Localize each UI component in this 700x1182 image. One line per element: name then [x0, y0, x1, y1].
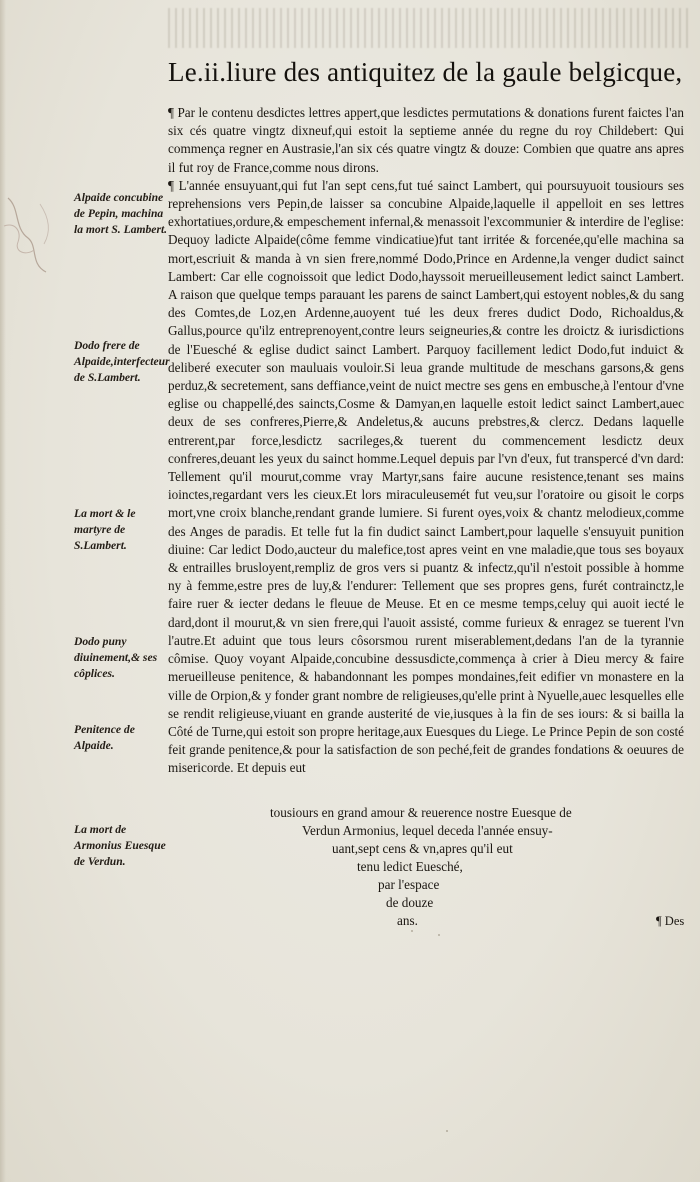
ink-speck — [446, 1130, 448, 1132]
ink-speck — [411, 930, 413, 932]
margin-note-martyre: La mort & le martyre de S.Lambert. — [74, 507, 136, 552]
tail-line: tenu ledict Euesché, — [357, 859, 463, 874]
margin-note-dodo-puny: Dodo puny diuinement,& ses côplices. — [74, 635, 158, 680]
tail-line: tousiours en grand amour & reuerence nostre Euesque de — [270, 805, 572, 820]
paragraph-lambert: ¶ L'année ensuyuant,qui fut l'an sept cens,fut tué sainct Lambert, qui poursuyuoit tousiours ses reprehensions vers Pepin,de laisser sa concubine Alpaide,laquelle il appelloit en ses lettres exhortatiues,ordure,& empeschement infernal,& menassoit l'excommunier & interdire de l'eglise: Dequoy ladicte Alpaide(côme femme vindicatiue)fut tant irritée & forcenée,qu'elle machina sa mort,escriuit & manda à vn sien frere,nommé Dodo,Prince en Ardenne,la venger dudict sainct Lambert: Car elle cognoissoit que ledict Dodo,hayssoit merueilleusement ledict sainct Lambert. A raison que quelque temps parauant les parens de sainct Lambert,qui estoyent nobles,& du sang des Comtes,de Loz,en Ardenne,auoyent tué les deux freres dudict Dodo, Richoaldus,& Gallus,pource qu'ilz entreprenoyent,contre leurs seigneuries,& contre les droictz & iurisdictions de l'Euesché & eglise dudict sainct Lambert. Parquoy facillement ledict Dodo,fut induict & deliberé executer son mauluais vouloir.Si leua grande multitude de meschans garsons,& gens perduz,& secretement, sans deffiance,veint de nuict mectre ses gens en embusche,à l'entour d'vne eglise ou chappellé,des saincts,Cosme & Damyan,en laquelle estoit ledict sainct Lambert,auec deux de ses confreres,Pierre,& Andeletus,& aucuns prebstres,& clercz. Dedans laquelle entrerent,par force,lesdictz sacrileges,& tuerent du commencement lesdictz deux confreres,deuant les yeux du sainct homme.Lequel depuis par l'vn d'eux, fut transpercé d'vn dard: Tellement qu'il mourut,comme vray Martyr,sans faire aucune resistence,tenant ses mains ioinctes,regardant vers les cieux.Et lors miraculeusemét fut veu,sur l'oratoire ou gisoit le corps mort,vne croix blanche,rendant grande lumiere. Si furent oyes,voix & chantz melodieux,comme des Anges de paradis. Et telle fut la fin dudict sainct Lambert,pour laquelle s'ensuyuit punition diuine: Car ledict Dodo,aucteur du malefice,tost apres veint en vne maladie,que tous ses boyaux & entrailles brusloyent,rempliz de gros vers si puantz & infectz,qu'il n'estoit possible à homme ny à femme,estre pres de luy,& l'endurer: Tellement que ses propres gens, furét contrainctz,le faire ruer & iecter dedans le fleuue de Meuse. Et en ce mesme temps,celuy qui auoit iecté le dard,dont il mourut,& vn sien frere,qui l'auoit assisté, comme furieux & enragez se tuerent l'vn l'autre.Et aduint que tous leurs côsorsmou rurent miserablement,dedans l'an de la tyrannie cômise. Quoy voyant Alpaide,concubine dessusdicte,commença à crier à Dieu mercy & faire merueilleuse penitence, & habandonnant les pompes mondaines,feit edifier vn monastere en la ville de Orpion,& y fonder grant nombre de religieuses,qu'elle print à Nyuelle,auec lesquelles elle se rendit religieuse,viuant en grande austerité de vie,iusques à la fin de ses iours: & si bailla la Côté de Turne,qui estoit son propre heritage,aux Euesques du Liege. Le Prince Pepin de son costé feit grande penitence,& pour la satisfaction de son peché,feit de grandes fondations & oeuures de misericorde. Et depuis eut — [168, 177, 684, 776]
margin-note-armonius: La mort de Armonius Euesque de Verdun. — [74, 823, 166, 868]
show-through-texture — [168, 8, 688, 48]
running-header: Le.ii.liure des antiquitez de la gaule belgicque, — [168, 57, 683, 87]
margin-note-alpaide: Alpaide concubine de Pepin, machina la mort S. Lambert. — [74, 191, 168, 236]
tail-line: uant,sept cens & vn,apres qu'il eut — [332, 841, 513, 856]
page-fold-shadow — [0, 0, 6, 1182]
main-text-block — [168, 104, 684, 778]
paragraph-intro: ¶ Par le contenu desdictes lettres appert,que lesdictes permutations & donations furent faictes l'an six cés quatre vingtz dixneuf,qui estoit la septieme année du regne du roy Childebert: Qui commença regner en Austrasie,l'an six cés quatre vingtz & douze: Combien que quatre ans apres il fut roy de France,comme nous dirons. — [168, 105, 684, 175]
tail-line: par l'espace — [378, 877, 440, 892]
marginal-doodle-flourish — [0, 186, 70, 286]
catchword: ¶ Des — [656, 914, 685, 928]
tail-line: ans. — [397, 913, 418, 928]
tail-line: de douze — [386, 895, 434, 910]
margin-note-dodo: Dodo frere de Alpaide,interfecteur de S.Lambert. — [74, 339, 170, 384]
margin-note-penitence: Penitence de Alpaide. — [74, 723, 135, 752]
tail-line: Verdun Armonius, lequel deceda l'année ensuy- — [302, 823, 553, 838]
ink-speck — [438, 934, 440, 936]
